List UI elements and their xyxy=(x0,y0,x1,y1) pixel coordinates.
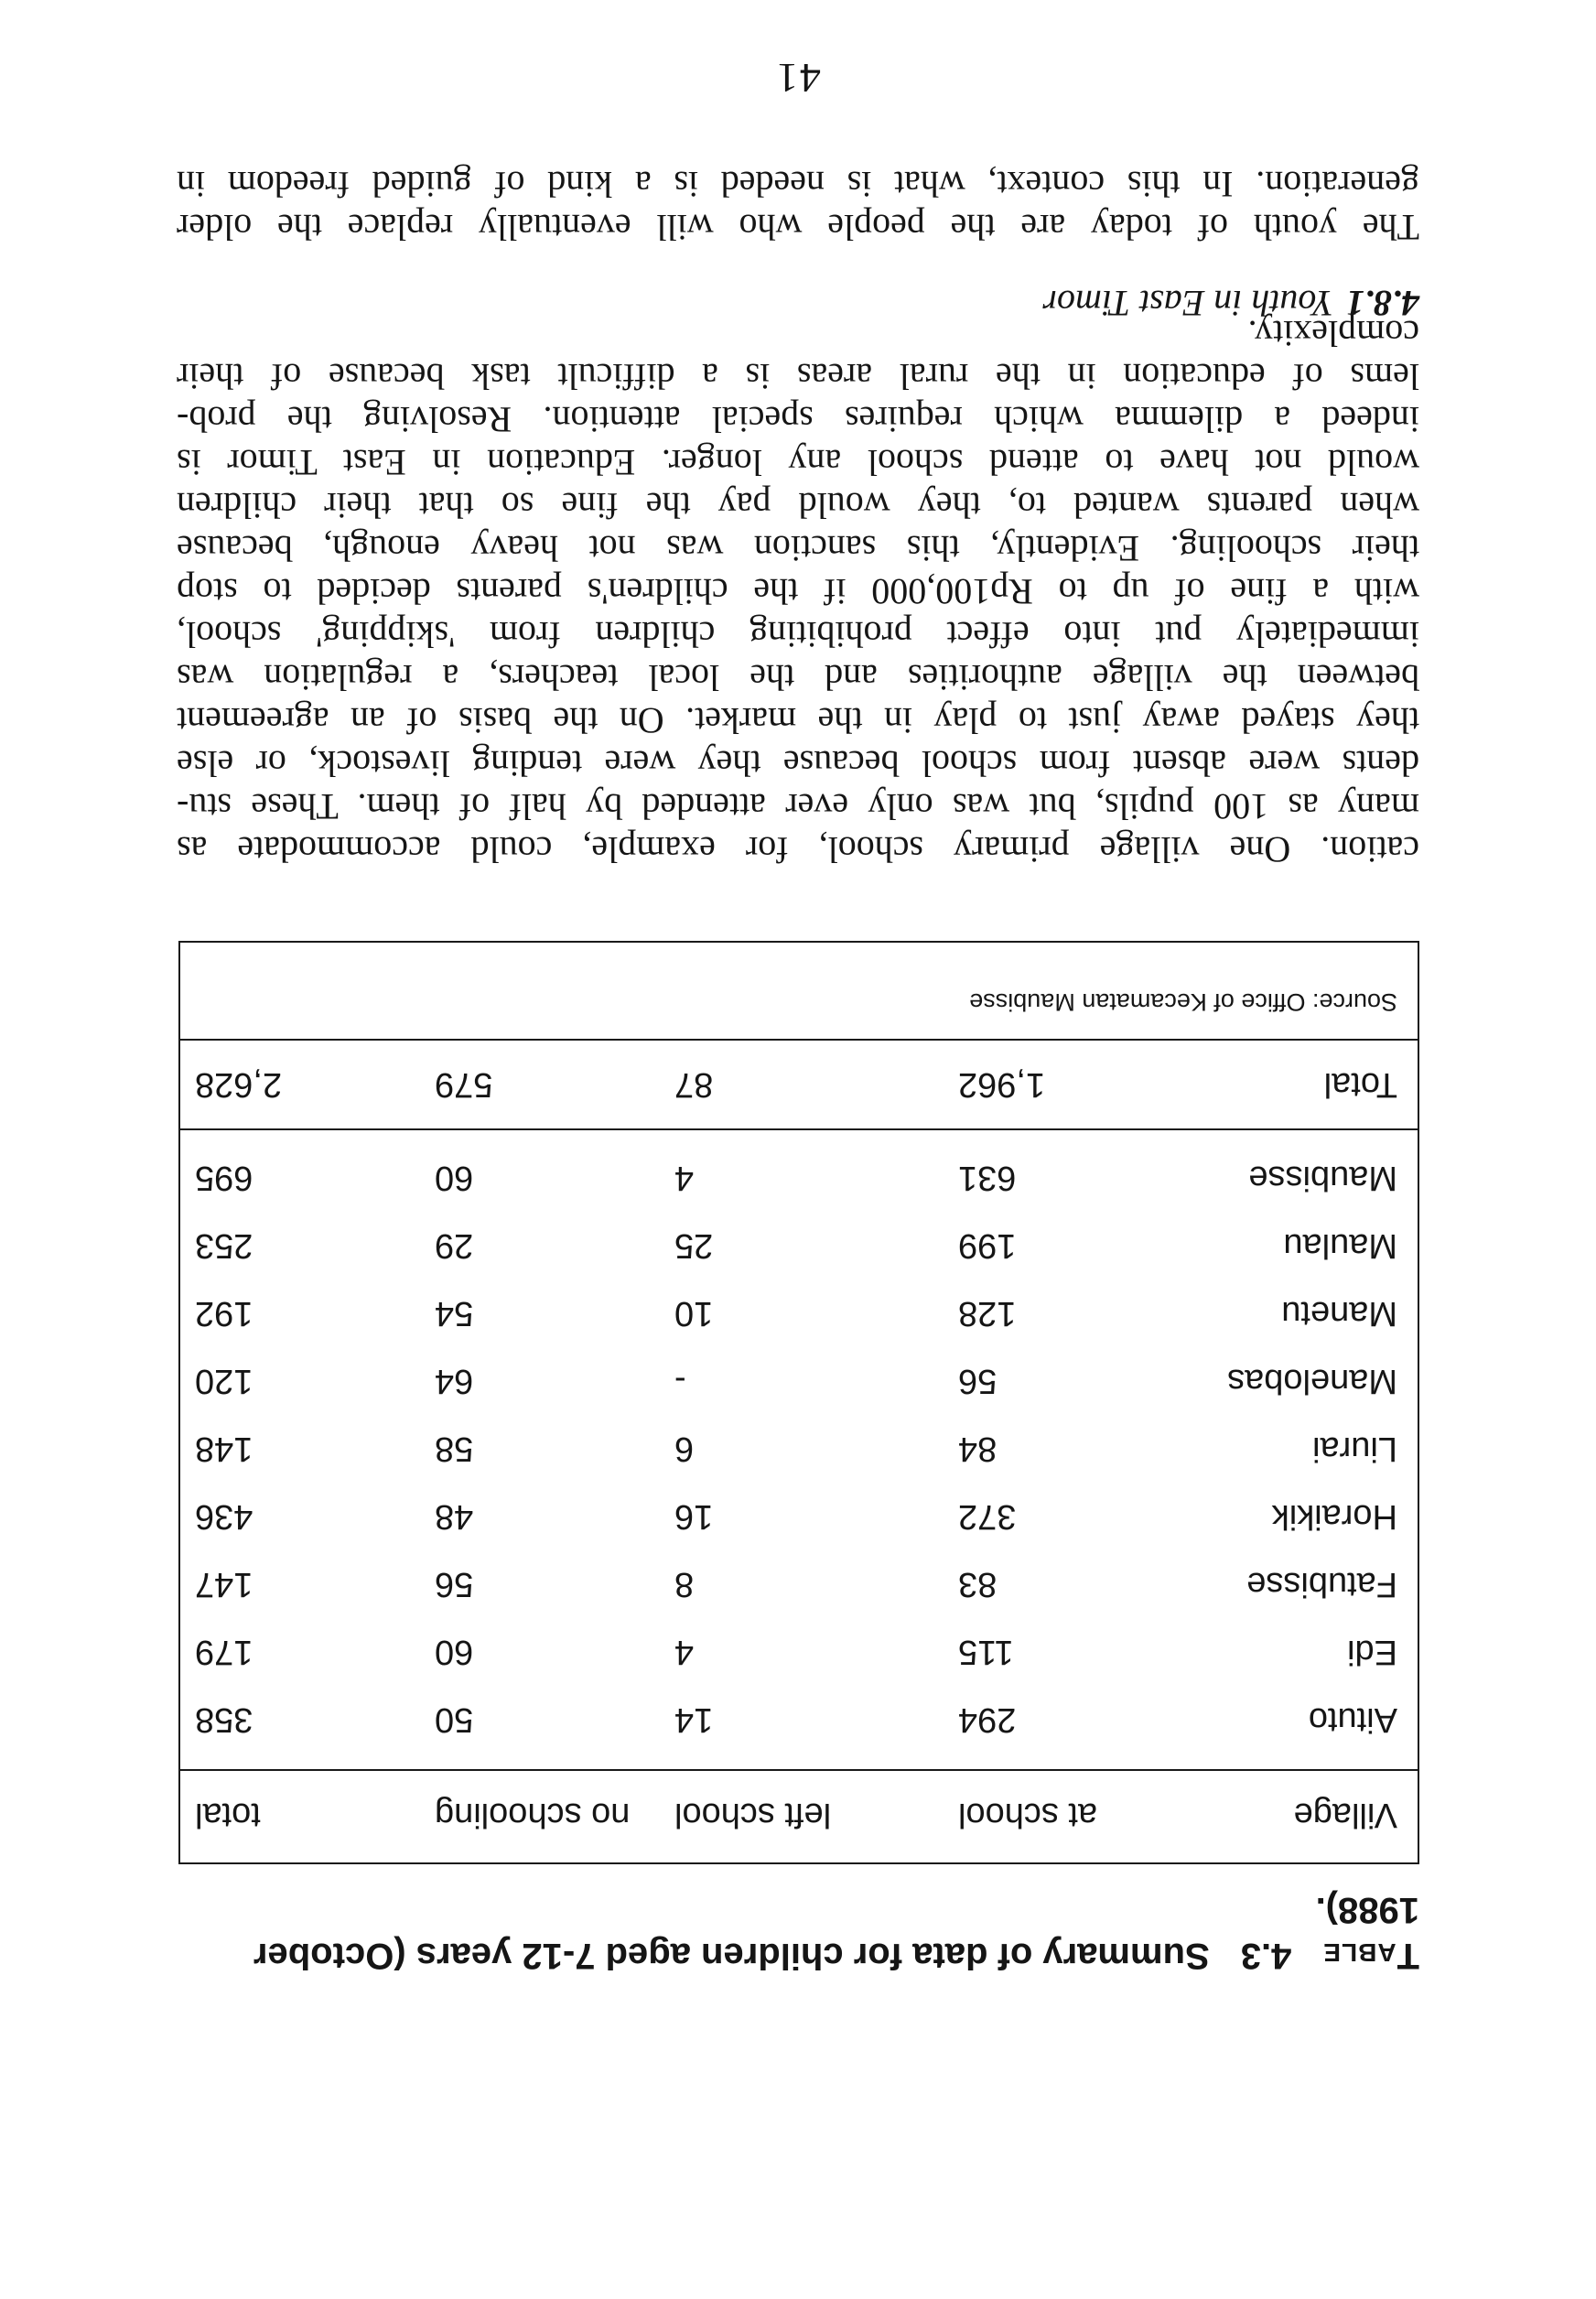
value-cell: 115 xyxy=(958,1633,1014,1672)
village-cell: Maulau xyxy=(1283,1226,1397,1266)
value-cell: 64 xyxy=(435,1362,474,1401)
table-caption-text: Summary of data for children aged 7-12 years (October 1988). xyxy=(253,1890,1419,1976)
source-divider xyxy=(180,1039,1418,1041)
table-header-row xyxy=(180,1787,1418,1842)
value-cell: 199 xyxy=(958,1226,1017,1266)
section-number: 4.8.1 xyxy=(1346,283,1419,324)
value-cell: 358 xyxy=(195,1700,253,1740)
value-cell: 29 xyxy=(435,1226,474,1266)
total-label: Total xyxy=(1323,1065,1397,1105)
value-cell: 4 xyxy=(674,1159,695,1198)
table-caption-number: 4.3 xyxy=(1240,1936,1292,1976)
total-cell: 1,962 xyxy=(958,1065,1046,1105)
value-cell: 60 xyxy=(435,1159,474,1198)
text-line: would not have to attend school any longer. Education in East Timor is xyxy=(177,442,1419,483)
value-cell: 128 xyxy=(958,1294,1017,1333)
column-header: Village xyxy=(1293,1796,1397,1835)
section-heading xyxy=(1042,282,1419,325)
village-cell: Fatubisse xyxy=(1246,1565,1397,1604)
paragraph-education xyxy=(177,312,1419,871)
value-cell: 10 xyxy=(674,1294,714,1333)
text-line: immediately put into effect prohibiting children from 'skipping' school, xyxy=(177,614,1419,655)
value-cell: 631 xyxy=(958,1159,1017,1198)
table-source-note: Source: Office of Kecamatan Maubisse xyxy=(969,988,1397,1016)
summary-table xyxy=(178,941,1419,1864)
text-line: they stayed away just to play in the market. On the basis of an agreement xyxy=(177,700,1419,741)
value-cell: 120 xyxy=(195,1362,253,1401)
section-title: Youth in East Timor xyxy=(1042,283,1333,324)
value-cell: 436 xyxy=(195,1497,253,1537)
value-cell: 16 xyxy=(674,1497,714,1537)
village-cell: Maubisse xyxy=(1248,1159,1397,1198)
value-cell: 179 xyxy=(195,1633,253,1672)
value-cell: 60 xyxy=(435,1633,474,1672)
table-row xyxy=(180,1420,1418,1477)
value-cell: 695 xyxy=(195,1159,253,1198)
header-divider xyxy=(180,1769,1418,1771)
village-cell: Edi xyxy=(1347,1633,1397,1672)
table-caption-label: Table xyxy=(1322,1936,1419,1976)
value-cell: 294 xyxy=(958,1700,1017,1740)
table-row xyxy=(180,1624,1418,1680)
text-line: when parents wanted to, they would pay the fine so that their children xyxy=(177,485,1419,526)
column-header: no schooling xyxy=(435,1796,631,1835)
text-line: lems of education in the rural areas is a difficult task because of their xyxy=(177,356,1419,397)
text-line: dents were absent from school because they were tending livestock, or else xyxy=(177,743,1419,784)
value-cell: 6 xyxy=(674,1430,695,1469)
value-cell: 50 xyxy=(435,1700,474,1740)
village-cell: Horaikik xyxy=(1271,1497,1397,1537)
total-cell: 2,628 xyxy=(195,1065,283,1105)
value-cell: 253 xyxy=(195,1226,253,1266)
table-row xyxy=(180,1150,1418,1206)
text-line: between the village authorities and the local teachers, a regulation was xyxy=(177,657,1419,698)
village-cell: Liurai xyxy=(1312,1430,1397,1469)
value-cell: 58 xyxy=(435,1430,474,1469)
total-cell: 87 xyxy=(674,1065,714,1105)
paragraph-youth xyxy=(177,163,1419,249)
value-cell: 56 xyxy=(435,1565,474,1604)
total-row xyxy=(180,1052,1418,1117)
value-cell: 4 xyxy=(674,1633,695,1672)
table-row xyxy=(180,1285,1418,1342)
table-row xyxy=(180,1353,1418,1409)
column-header: total xyxy=(195,1796,261,1835)
table-caption xyxy=(177,1887,1419,1979)
page-number: 41 xyxy=(775,55,821,102)
value-cell: 372 xyxy=(958,1497,1017,1537)
village-cell: Manetu xyxy=(1281,1294,1397,1333)
value-cell: 192 xyxy=(195,1294,253,1333)
column-header: left school xyxy=(674,1796,832,1835)
value-cell: 25 xyxy=(674,1226,714,1266)
text-line: cation. One village primary school, for example, could accommodate as xyxy=(177,829,1419,870)
value-cell: 54 xyxy=(435,1294,474,1333)
text-line: complexity. xyxy=(1247,313,1419,354)
text-line: with a fine of up to Rp100,000 if the children's parents decided to stop xyxy=(177,571,1419,612)
total-divider xyxy=(180,1128,1418,1130)
value-cell: 14 xyxy=(674,1700,714,1740)
value-cell: 56 xyxy=(958,1362,998,1401)
table-row xyxy=(180,1556,1418,1613)
value-cell: 8 xyxy=(674,1565,695,1604)
text-line: many as 100 pupils, but was only ever attended by half of them. These stu- xyxy=(177,786,1419,827)
value-cell: - xyxy=(674,1362,686,1401)
total-cell: 579 xyxy=(435,1065,493,1105)
text-line: indeed a dilemma which requires special attention. Resolving the prob- xyxy=(177,399,1419,440)
value-cell: 48 xyxy=(435,1497,474,1537)
village-cell: Aituto xyxy=(1308,1700,1397,1740)
table-row xyxy=(180,1217,1418,1274)
text-line: The youth of today are the people who will eventually replace the older xyxy=(177,207,1419,248)
value-cell: 147 xyxy=(195,1565,253,1604)
text-line: generation. In this context, what is needed is a kind of guided freedom in xyxy=(177,164,1419,205)
value-cell: 148 xyxy=(195,1430,253,1469)
column-header: at school xyxy=(958,1796,1098,1835)
table-row xyxy=(180,1691,1418,1748)
table-row xyxy=(180,1488,1418,1545)
value-cell: 84 xyxy=(958,1430,998,1469)
village-cell: Manelobas xyxy=(1227,1362,1397,1401)
value-cell: 83 xyxy=(958,1565,998,1604)
text-line: their schooling. Evidently, this sanction was not heavy enough, because xyxy=(177,528,1419,569)
